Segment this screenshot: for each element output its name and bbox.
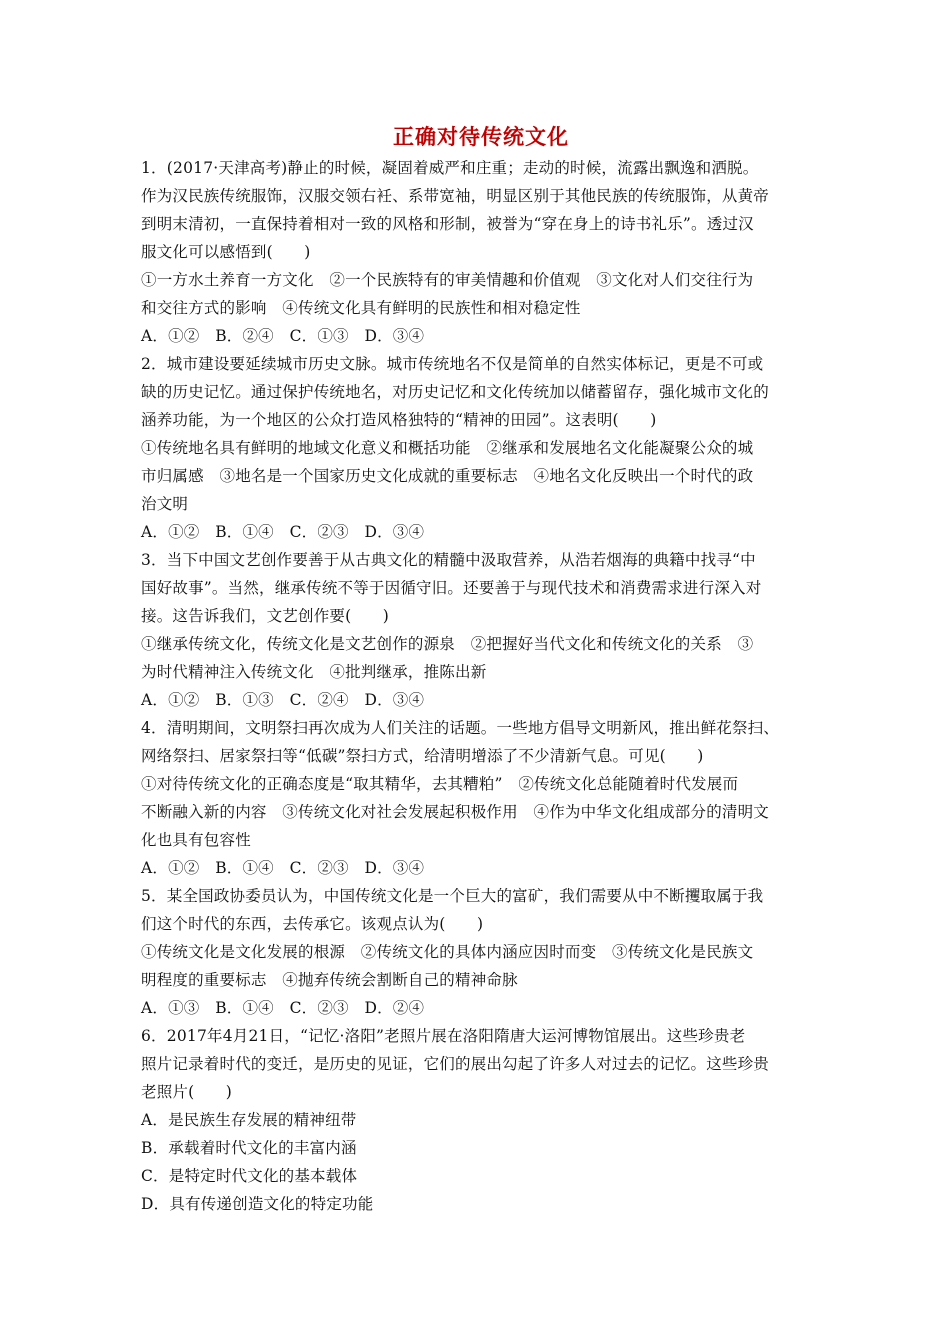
text-line: 明程度的重要标志 ④抛弃传统会割断自己的精神命脉 [141,971,518,989]
text-line: 4．清明期间，文明祭扫再次成为人们关注的话题。一些地方倡导文明新风，推出鲜花祭扫、 [141,719,780,737]
text-line: 国好故事”。当然，继承传统不等于因循守旧。还要善于与现代技术和消费需求进行深入对 [141,579,762,597]
text-line: 们这个时代的东西，去传承它。该观点认为( ) [141,915,484,933]
text-line: ①传统文化是文化发展的根源 ②传统文化的具体内涵应因时而变 ③传统文化是民族文 [141,943,754,961]
text-line: 市归属感 ③地名是一个国家历史文化成就的重要标志 ④地名文化反映出一个时代的政 [141,467,754,485]
text-line: 服文化可以感悟到( ) [141,243,311,261]
text-line: 5．某全国政协委员认为，中国传统文化是一个巨大的富矿，我们需要从中不断攫取属于我 [141,887,764,905]
text-line: A．①② B．①③ C．②④ D．③④ [141,691,425,709]
text-line: 治文明 [141,495,189,513]
text-line: 接。这告诉我们，文艺创作要( ) [141,607,389,625]
text-line: 涵养功能，为一个地区的公众打造风格独特的“精神的田园”。这表明( ) [141,411,657,429]
text-line: 不断融入新的内容 ③传统文化对社会发展起积极作用 ④作为中华文化组成部分的清明文 [141,803,770,821]
text-line: 到明末清初，一直保持着相对一致的风格和形制，被誉为“穿在身上的诗书礼乐”。透过汉 [141,215,754,233]
text-line: B．承载着时代文化的丰富内涵 [141,1139,357,1157]
text-line: 化也具有包容性 [141,831,251,849]
document-body [141,154,813,1218]
text-line: 和交往方式的影响 ④传统文化具有鲜明的民族性和相对稳定性 [141,299,581,317]
text-line: ①继承传统文化，传统文化是文艺创作的源泉 ②把握好当代文化和传统文化的关系 ③ [141,635,754,653]
text-line: 照片记录着时代的变迁，是历史的见证，它们的展出勾起了许多人对过去的记忆。这些珍贵 [141,1055,770,1073]
text-line: 网络祭扫、居家祭扫等“低碳”祭扫方式，给清明增添了不少清新气息。可见( ) [141,747,704,765]
text-line: D．具有传递创造文化的特定功能 [141,1195,374,1213]
text-line: 作为汉民族传统服饰，汉服交领右衽、系带宽袖，明显区别于其他民族的传统服饰，从黄帝 [141,187,770,205]
text-line: 缺的历史记忆。通过保护传统地名，对历史记忆和文化传统加以储蓄留存，强化城市文化的 [141,383,770,401]
text-line: C．是特定时代文化的基本载体 [141,1167,358,1185]
text-line: 2．城市建设要延续城市历史文脉。城市传统地名不仅是简单的自然实体标记，更是不可或 [141,355,764,373]
text-line: A．①② B．①④ C．②③ D．③④ [141,523,425,541]
text-line: ①一方水土养育一方文化 ②一个民族特有的审美情趣和价值观 ③文化对人们交往行为 [141,271,754,289]
document-title: 正确对待传统文化 [393,125,569,149]
text-line: A．①② B．①④ C．②③ D．③④ [141,859,425,877]
text-line: 1．(2017·天津高考)静止的时候，凝固着威严和庄重；走动的时候，流露出飘逸和洒脱。 [141,159,759,177]
text-line: A．是民族生存发展的精神纽带 [141,1111,357,1129]
text-line: A．①③ B．①④ C．②③ D．②④ [141,999,425,1017]
text-line: ①对待传统文化的正确态度是“取其精华，去其糟粕” ②传统文化总能随着时代发展而 [141,775,739,793]
text-line: 6．2017年4月21日，“记忆·洛阳”老照片展在洛阳隋唐大运河博物馆展出。这些珍贵老 [141,1027,746,1045]
text-line: 3．当下中国文艺创作要善于从古典文化的精髓中汲取营养，从浩若烟海的典籍中找寻“中 [141,551,756,569]
text-line: 老照片( ) [141,1083,232,1101]
text-line: ①传统地名具有鲜明的地域文化意义和概括功能 ②继承和发展地名文化能凝聚公众的城 [141,439,754,457]
text-line: A．①② B．②④ C．①③ D．③④ [141,327,425,345]
document-page [141,120,813,1218]
text-line: 为时代精神注入传统文化 ④批判继承，推陈出新 [141,663,487,681]
